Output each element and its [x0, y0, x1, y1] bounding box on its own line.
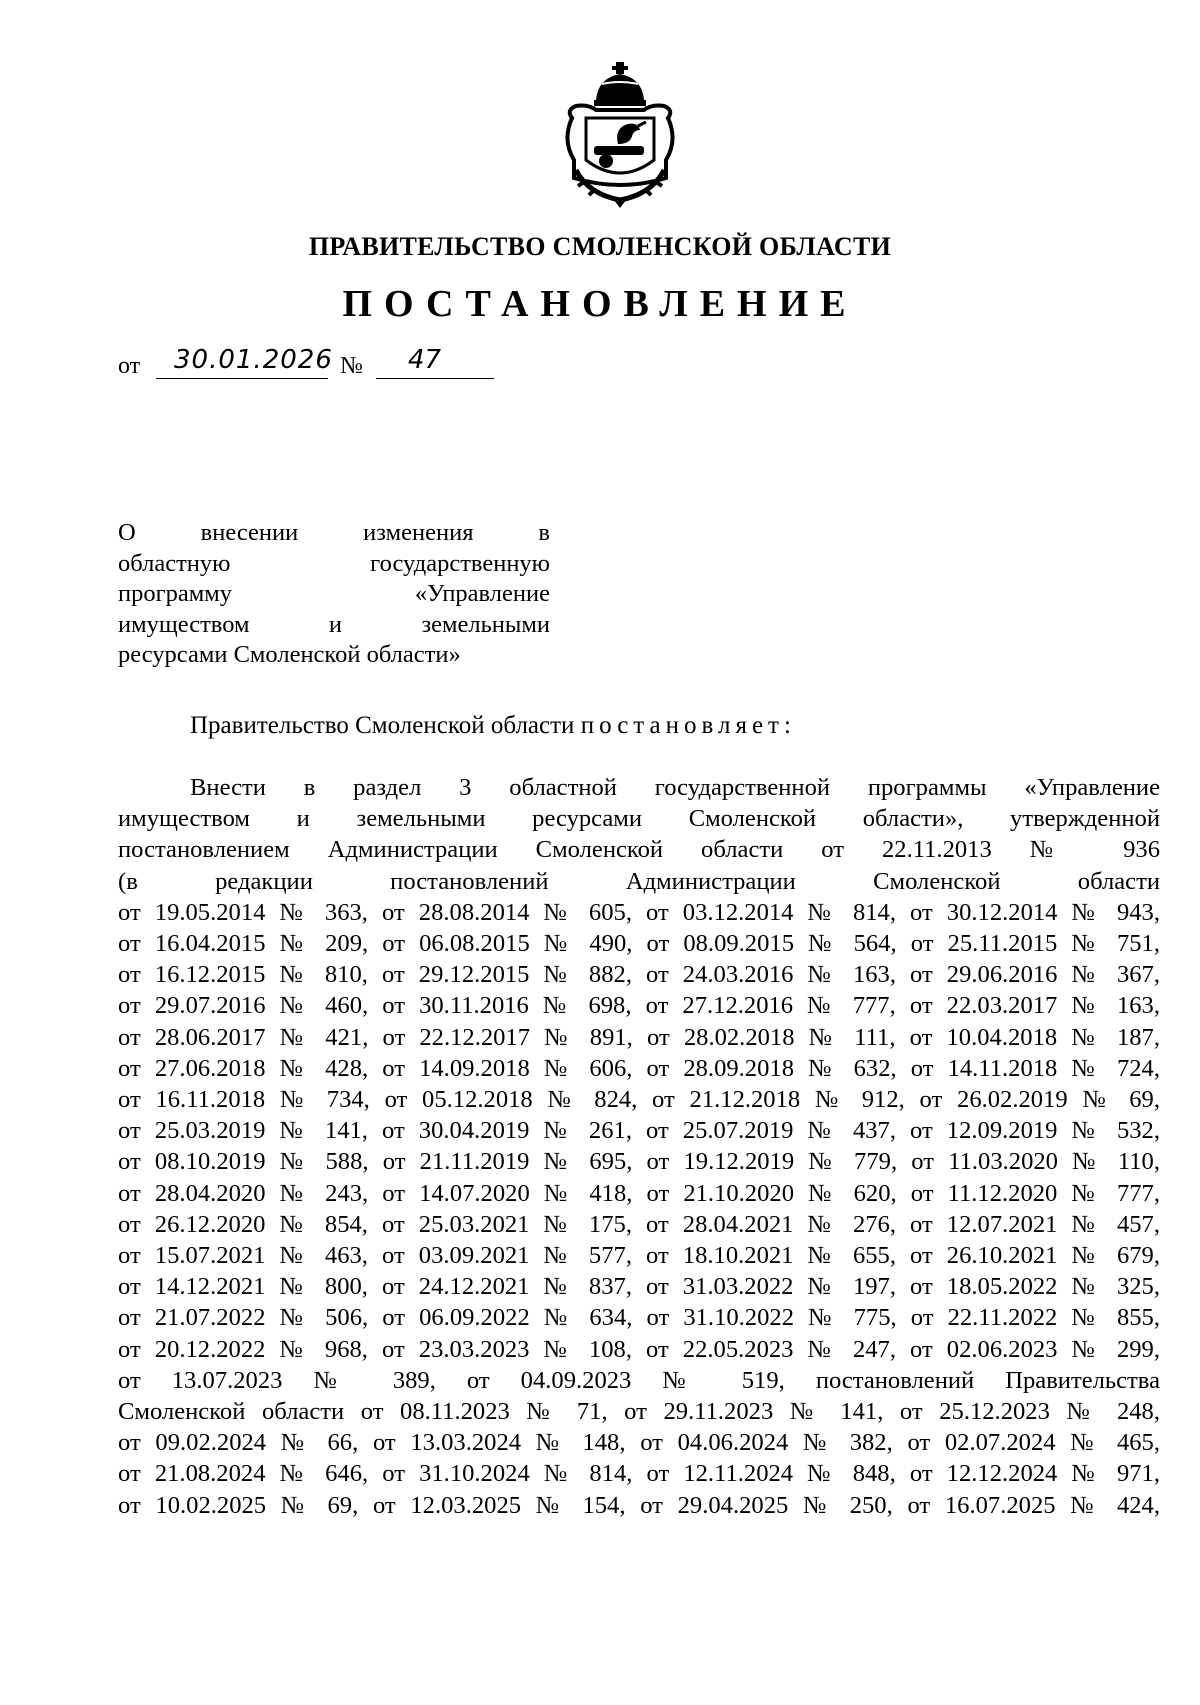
document-type-title: ПОСТАНОВЛЕНИЕ	[342, 283, 858, 325]
body-line: от 20.12.2022 № 968, от 23.03.2023 № 108, от 22.05.2023 № 247, от 02.06.2023 № 299,	[118, 1335, 1160, 1363]
date-from-label: от	[118, 353, 141, 379]
body-line: от 27.06.2018 № 428, от 14.09.2018 № 606, от 28.09.2018 № 632, от 14.11.2018 № 724,	[118, 1054, 1160, 1082]
body-line: от 26.12.2020 № 854, от 25.03.2021 № 175, от 28.04.2021 № 276, от 12.07.2021 № 457,	[118, 1210, 1160, 1238]
body-line: постановлением Администрации Смоленской области от 22.11.2013 № 936	[118, 836, 1160, 864]
subject-line: областную государственную	[118, 549, 550, 577]
number-sign-label: №	[340, 353, 363, 379]
date-number-line	[118, 345, 598, 381]
body-line: от 16.11.2018 № 734, от 05.12.2018 № 824, от 21.12.2018 № 912, от 26.02.2019 № 69,	[118, 1086, 1160, 1114]
subject-line: О внесении изменения в	[118, 519, 550, 546]
smolensk-coat-of-arms-icon	[558, 60, 682, 210]
body-line: от 09.02.2024 № 66, от 13.03.2024 № 148, от 04.06.2024 № 382, от 02.07.2024 № 465,	[118, 1429, 1160, 1457]
body-line: имуществом и земельными ресурсами Смоленской области», утвержденной	[118, 805, 1160, 833]
body-line: от 28.06.2017 № 421, от 22.12.2017 № 891, от 28.02.2018 № 111, от 10.04.2018 № 187,	[118, 1023, 1160, 1051]
decree-prefix: Правительство Смоленской области	[190, 712, 575, 739]
body-line: от 16.12.2015 № 810, от 29.12.2015 № 882, от 24.03.2016 № 163, от 29.06.2016 № 367,	[118, 961, 1160, 989]
document-date: 30.01.2026	[156, 345, 328, 379]
body-line: от 15.07.2021 № 463, от 03.09.2021 № 577, от 18.10.2021 № 655, от 26.10.2021 № 679,	[118, 1242, 1160, 1270]
body-line: Внести в раздел 3 областной государственной программы «Управление	[190, 774, 1160, 801]
body-line: от 28.04.2020 № 243, от 14.07.2020 № 418, от 21.10.2020 № 620, от 11.12.2020 № 777,	[118, 1179, 1160, 1207]
body-line: от 25.03.2019 № 141, от 30.04.2019 № 261, от 25.07.2019 № 437, от 12.09.2019 № 532,	[118, 1117, 1160, 1145]
issuing-authority: ПРАВИТЕЛЬСТВО СМОЛЕНСКОЙ ОБЛАСТИ	[308, 232, 892, 261]
decree-verb: постановляет:	[580, 712, 796, 739]
body-line: от 16.04.2015 № 209, от 06.08.2015 № 490, от 08.09.2015 № 564, от 25.11.2015 № 751,	[118, 930, 1160, 958]
document-number: 47	[376, 345, 494, 379]
subject-line: имуществом и земельными	[118, 610, 550, 638]
body-line: от 21.07.2022 № 506, от 06.09.2022 № 634, от 31.10.2022 № 775, от 22.11.2022 № 855,	[118, 1304, 1160, 1332]
body-line: Смоленской области от 08.11.2023 № 71, от 29.11.2023 № 141, от 25.12.2023 № 248,	[118, 1398, 1160, 1426]
subject-line: программу «Управление	[118, 580, 550, 607]
body-line: от 13.07.2023 № 389, от 04.09.2023 № 519, постановлений Правительства	[118, 1366, 1160, 1394]
decree-statement	[190, 712, 796, 740]
body-line: от 19.05.2014 № 363, от 28.08.2014 № 605, от 03.12.2014 № 814, от 30.12.2014 № 943,	[118, 898, 1160, 926]
document-subject	[118, 518, 550, 671]
body-line: (в редакции постановлений Администрации Смоленской области	[118, 867, 1160, 895]
body-line: от 14.12.2021 № 800, от 24.12.2021 № 837, от 31.03.2022 № 197, от 18.05.2022 № 325,	[118, 1273, 1160, 1301]
body-line: от 21.08.2024 № 646, от 31.10.2024 № 814, от 12.11.2024 № 848, от 12.12.2024 № 971,	[118, 1460, 1160, 1488]
body-line: от 29.07.2016 № 460, от 30.11.2016 № 698, от 27.12.2016 № 777, от 22.03.2017 № 163,	[118, 992, 1160, 1020]
subject-line: ресурсами Смоленской области»	[118, 641, 461, 668]
body-line: от 10.02.2025 № 69, от 12.03.2025 № 154, от 29.04.2025 № 250, от 16.07.2025 № 424,	[118, 1491, 1160, 1519]
body-text	[118, 772, 1160, 1521]
body-line: от 08.10.2019 № 588, от 21.11.2019 № 695, от 19.12.2019 № 779, от 11.03.2020 № 110,	[118, 1148, 1160, 1176]
